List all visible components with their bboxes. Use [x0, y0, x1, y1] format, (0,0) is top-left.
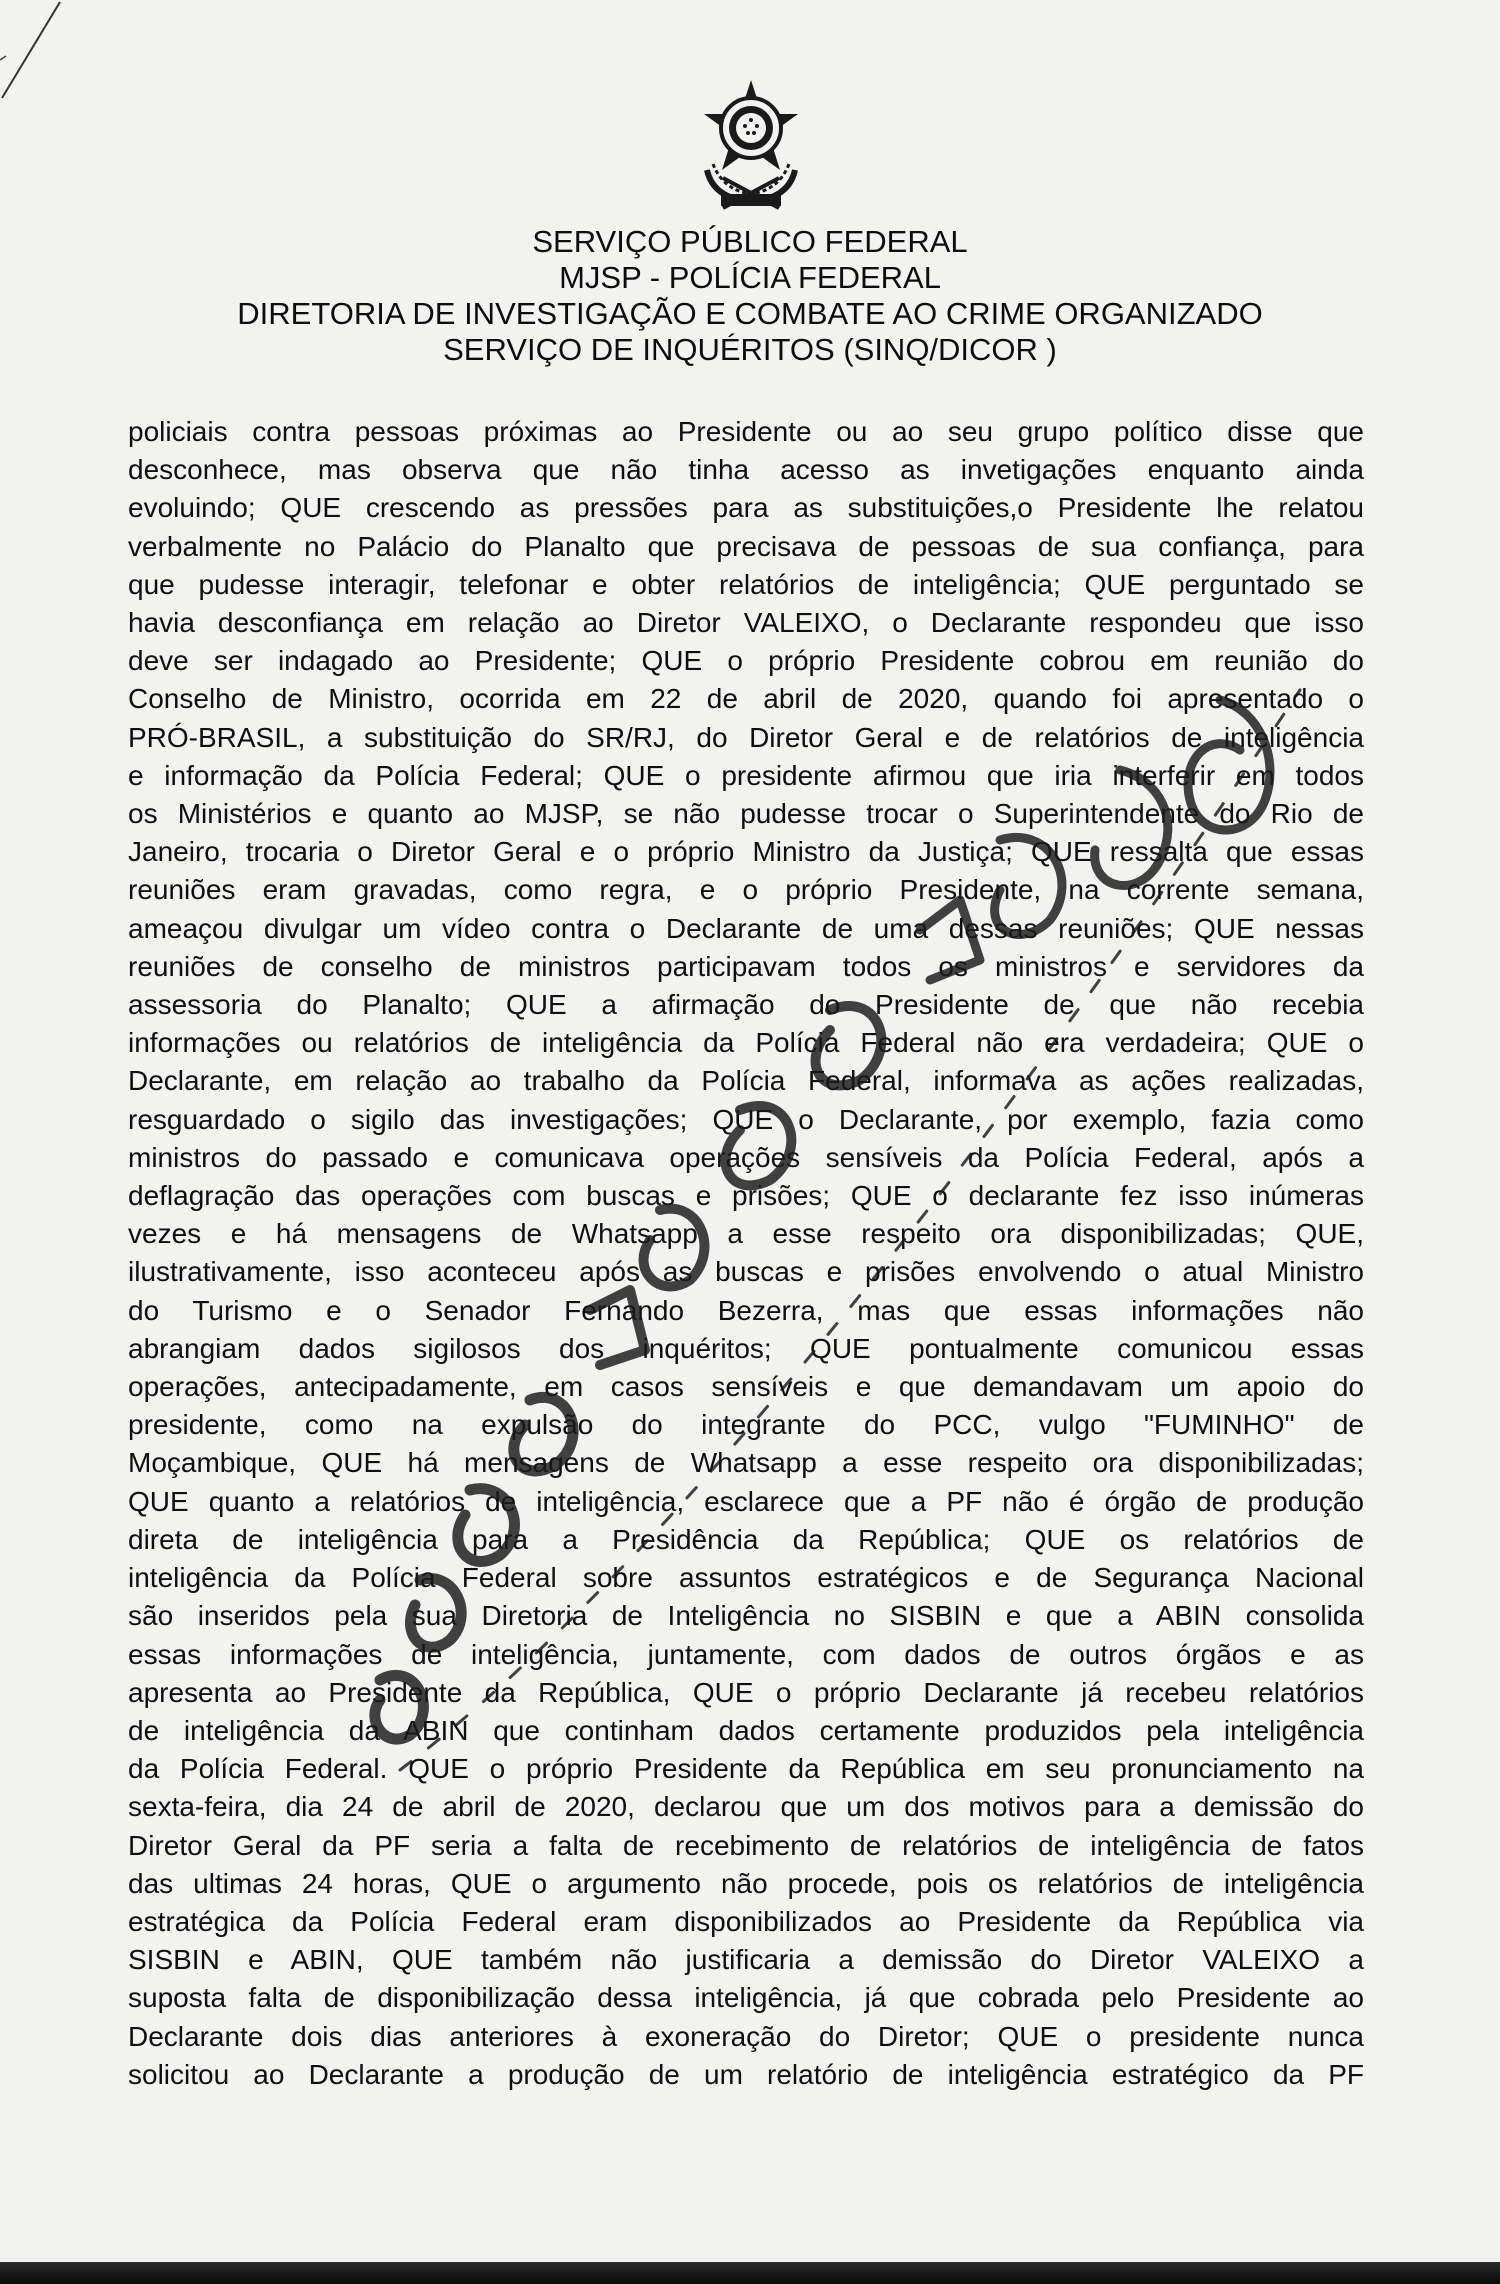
body-line: Conselho de Ministro, ocorrida em 22 de abril de 2020, quando foi apresentado o — [128, 683, 1364, 715]
body-line: que pudesse interagir, telefonar e obter relatórios de inteligência; QUE perguntado se — [128, 568, 1364, 600]
body-line: deflagração das operações com buscas e prisões; QUE o declarante fez isso inúmeras — [128, 1180, 1364, 1212]
body-line: QUE quanto a relatórios de inteligência, esclarece que a PF não é órgão de produção — [128, 1485, 1364, 1517]
body-line: inteligência da Polícia Federal sobre assuntos estratégicos e de Segurança Nacional — [128, 1562, 1364, 1594]
corner-scan-mark — [0, 0, 70, 100]
body-line: assessoria do Planalto; QUE a afirmação do Presidente de que não recebia — [128, 989, 1364, 1021]
body-line: abrangiam dados sigilosos dos inquéritos; QUE pontualmente comunicou essas — [128, 1332, 1364, 1364]
body-line: havia desconfiança em relação ao Diretor VALEIXO, o Declarante respondeu que isso — [128, 607, 1364, 639]
header-line-department: SERVIÇO DE INQUÉRITOS (SINQ/DICOR ) — [443, 332, 1057, 367]
body-line: ameaçou divulgar um vídeo contra o Declarante de uma dessas reuniões; QUE nessas — [128, 912, 1364, 944]
document-header — [0, 224, 1500, 368]
body-line: Janeiro, trocaria o Diretor Geral e o próprio Ministro da Justiça; QUE ressalta que essas — [128, 836, 1364, 868]
body-line: SISBIN e ABIN, QUE também não justificaria a demissão do Diretor VALEIXO a — [128, 1944, 1364, 1976]
body-line: Diretor Geral da PF seria a falta de recebimento de relatórios de inteligência de fatos — [128, 1829, 1364, 1861]
body-line: vezes e há mensagens de Whatsapp a esse respeito ora disponibilizadas; QUE, — [128, 1218, 1364, 1250]
body-line: PRÓ-BRASIL, a substituição do SR/RJ, do Diretor Geral e de relatórios de inteligência — [128, 721, 1364, 753]
body-line: direta de inteligência para a Presidência da República; QUE os relatórios de — [128, 1523, 1364, 1555]
body-line: os Ministérios e quanto ao MJSP, se não pudesse trocar o Superintendente do Rio de — [128, 798, 1364, 830]
body-line: operações, antecipadamente, em casos sensíveis e que demandavam um apoio do — [128, 1371, 1364, 1403]
body-line: e informação da Polícia Federal; QUE o presidente afirmou que iria interferir em todos — [128, 759, 1364, 791]
body-line: sexta-feira, dia 24 de abril de 2020, declarou que um dos motivos para a demissão do — [128, 1791, 1364, 1823]
body-line: do Turismo e o Senador Fernando Bezerra, mas que essas informações não — [128, 1294, 1364, 1326]
body-line: suposta falta de disponibilização dessa inteligência, já que cobrada pelo Presidente ao — [128, 1982, 1364, 2014]
body-line: reuniões de conselho de ministros participavam todos os ministros e servidores da — [128, 950, 1364, 982]
testimony-body — [128, 413, 1364, 2113]
body-line: essas informações de inteligência, juntamente, com dados de outros órgãos e as — [128, 1638, 1364, 1670]
body-line: Moçambique, QUE há mensagens de Whatsapp a esse respeito ora disponibilizadas; — [128, 1447, 1364, 1479]
body-line: de inteligência da ABIN que continham dados certamente produzidos pela inteligência — [128, 1714, 1364, 1746]
body-line: estratégica da Polícia Federal eram disponibilizados ao Presidente da República via — [128, 1905, 1364, 1937]
body-line: reuniões eram gravadas, como regra, e o próprio Presidente, na corrente semana, — [128, 874, 1364, 906]
body-line: da Polícia Federal. QUE o próprio Presidente da República em seu pronunciamento na — [128, 1753, 1364, 1785]
header-line-service: SERVIÇO PÚBLICO FEDERAL — [532, 224, 968, 259]
body-line: ministros do passado e comunicava operações sensíveis da Polícia Federal, após a — [128, 1141, 1364, 1173]
body-line: Declarante dois dias anteriores à exoneração do Diretor; QUE o presidente nunca — [128, 2020, 1364, 2052]
body-line: informações ou relatórios de inteligência da Polícia Federal não era verdadeira; QUE o — [128, 1027, 1364, 1059]
body-line: desconhece, mas observa que não tinha acesso as invetigações enquanto ainda — [128, 454, 1364, 486]
body-line: policiais contra pessoas próximas ao Presidente ou ao seu grupo político disse que — [128, 416, 1364, 447]
body-line: solicitou ao Declarante a produção de um relatório de inteligência estratégico da PF — [128, 2058, 1364, 2090]
body-line: evoluindo; QUE crescendo as pressões para as substituições,o Presidente lhe relatou — [128, 492, 1364, 524]
brazil-coat-of-arms-icon — [693, 78, 809, 212]
header-line-directorate: DIRETORIA DE INVESTIGAÇÃO E COMBATE AO CRIME ORGANIZADO — [237, 296, 1263, 331]
body-line: Declarante, em relação ao trabalho da Polícia Federal, informava as ações realizadas, — [128, 1065, 1364, 1097]
body-line: presidente, como na expulsão do integrante do PCC, vulgo "FUMINHO" de — [128, 1409, 1364, 1441]
body-line: ilustrativamente, isso aconteceu após as buscas e prisões envolvendo o atual Ministro — [128, 1256, 1364, 1288]
body-line: são inseridos pela sua Diretoria de Inteligência no SISBIN e que a ABIN consolida — [128, 1600, 1364, 1632]
body-line: das ultimas 24 horas, QUE o argumento não procede, pois os relatórios de inteligência — [128, 1867, 1364, 1899]
body-line: resguardado o sigilo das investigações; QUE o Declarante, por exemplo, fazia como — [128, 1103, 1364, 1135]
scan-bottom-edge — [0, 2262, 1500, 2284]
body-line: verbalmente no Palácio do Planalto que precisava de pessoas de sua confiança, para — [128, 530, 1364, 562]
header-line-ministry: MJSP - POLÍCIA FEDERAL — [559, 260, 941, 295]
body-line: deve ser indagado ao Presidente; QUE o próprio Presidente cobrou em reunião do — [128, 645, 1364, 677]
body-line: apresenta ao Presidente da República, QUE o próprio Declarante já recebeu relatórios — [128, 1676, 1364, 1708]
